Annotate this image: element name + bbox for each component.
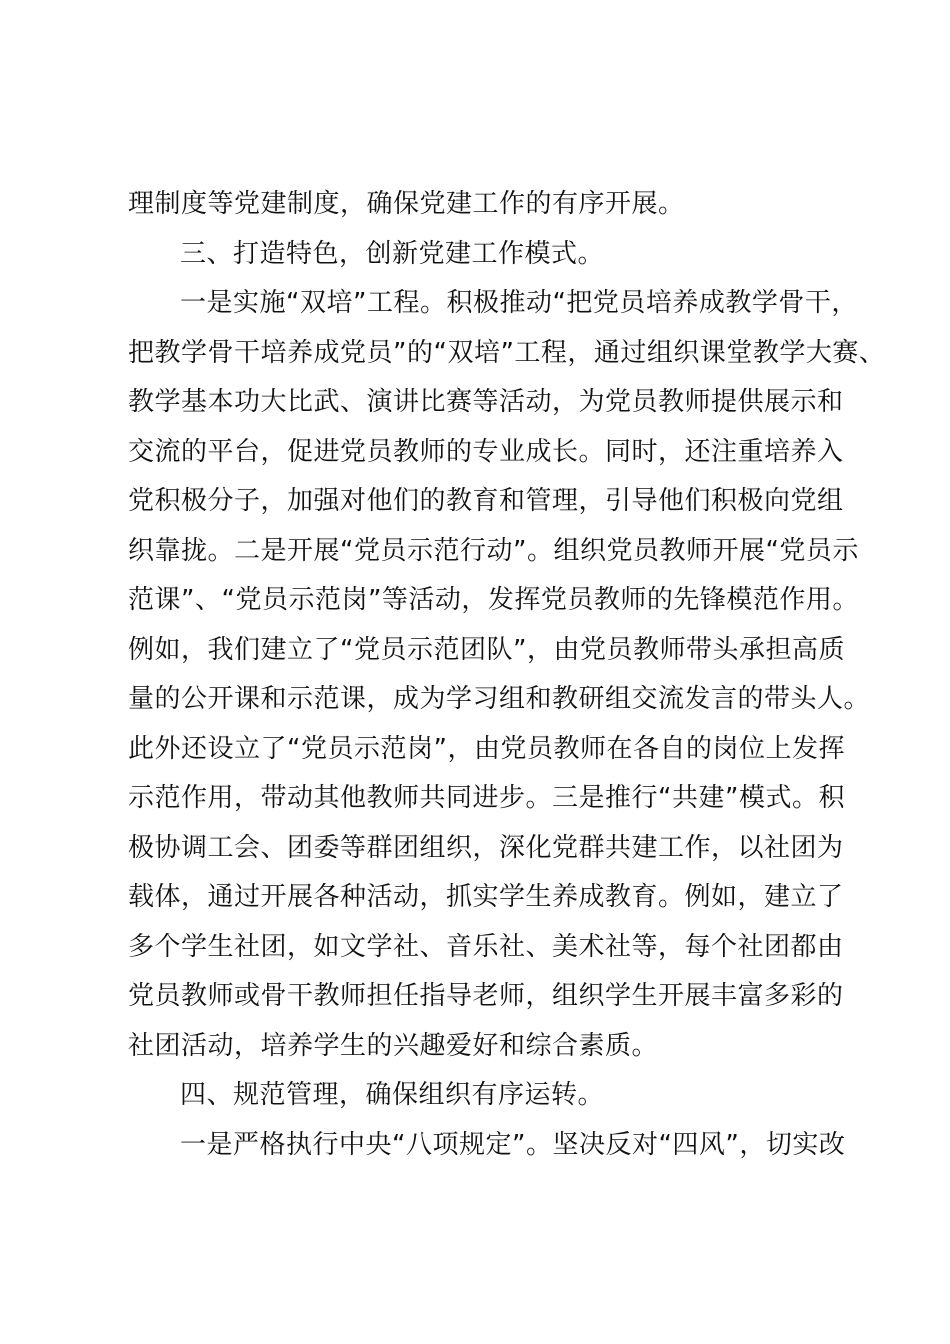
text-line: 党员教师或骨干教师担任指导老师，组织学生开展丰富多彩的 <box>128 981 844 1011</box>
text-line: 把教学骨干培养成党员”的“双培”工程，通过组织课堂教学大赛、 <box>128 337 886 368</box>
paragraph-first-line: 四、规范管理，确保组织有序运转。 <box>180 1080 605 1110</box>
text-line: 织靠拢。二是开展“党员示范行动”。组织党员教师开展“党员示 <box>128 535 859 566</box>
paragraph-first-line: 一是实施“双培”工程。积极推动“把党员培养成教学骨干， <box>180 288 858 318</box>
text-line: 党积极分子，加强对他们的教育和管理，引导他们积极向党组 <box>128 486 844 516</box>
text-line: 量的公开课和示范课，成为学习组和教研组交流发言的带头人。 <box>128 684 871 714</box>
text-line: 示范作用，带动其他教师共同进步。三是推行“共建”模式。积 <box>128 783 845 813</box>
text-line: 例如，我们建立了“党员示范团队”，由党员教师带头承担高质 <box>128 634 845 665</box>
text-line: 极协调工会、团委等群团组织，深化党群共建工作，以社团为 <box>128 832 844 863</box>
text-line: 教学基本功大比武、演讲比赛等活动，为党员教师提供展示和 <box>128 387 844 417</box>
text-line: 此外还设立了“党员示范岗”，由党员教师在各自的岗位上发挥 <box>128 733 845 764</box>
text-line: 多个学生社团，如文学社、音乐社、美术社等，每个社团都由 <box>128 931 844 962</box>
text-line: 载体，通过开展各种活动，抓实学生养成教育。例如，建立了 <box>128 882 844 912</box>
text-line: 交流的平台，促进党员教师的专业成长。同时，还注重培养入 <box>128 436 844 467</box>
text-line: 社团活动，培养学生的兴趣爱好和综合素质。 <box>128 1030 659 1061</box>
text-line: 范课”、“党员示范岗”等活动，发挥党员教师的先锋模范作用。 <box>128 585 859 615</box>
paragraph-first-line: 三、打造特色，创新党建工作模式。 <box>180 238 605 269</box>
paragraph-first-line: 一是严格执行中央“八项规定”。坚决反对“四风”，切实改 <box>180 1129 846 1160</box>
document-body <box>128 180 886 1170</box>
text-line: 理制度等党建制度，确保党建工作的有序开展。 <box>128 189 685 219</box>
